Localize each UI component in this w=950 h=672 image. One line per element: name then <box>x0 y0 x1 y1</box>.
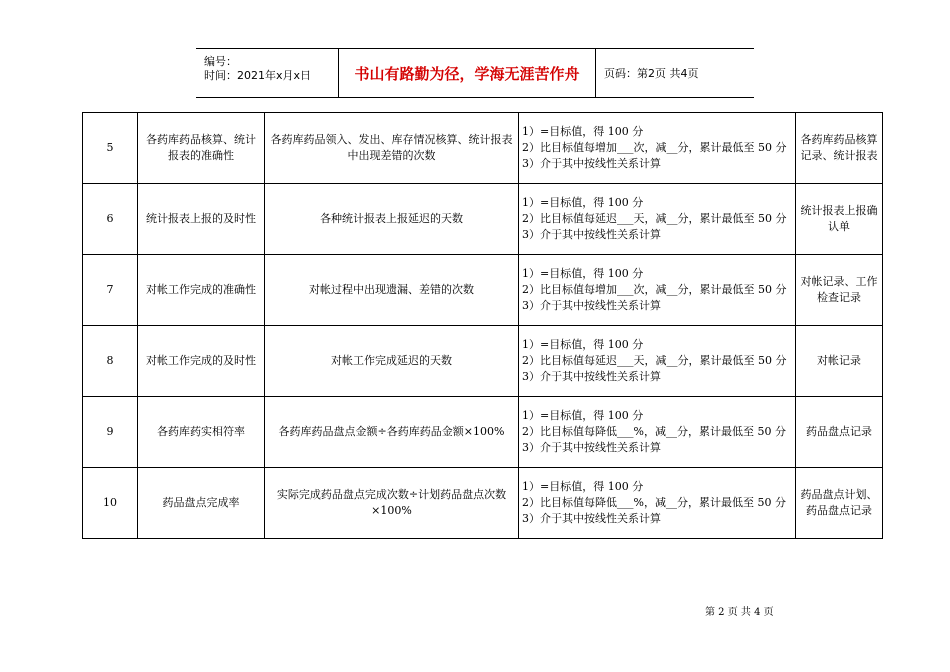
header-meta <box>196 49 339 97</box>
scoring-rules <box>519 397 796 468</box>
scoring-rule-line: 2）比目标值每降低___%，减__分，累计最低至 50 分 <box>522 496 786 509</box>
scoring-rule-line: 2）比目标值每增加___次，减__分，累计最低至 50 分 <box>522 141 787 154</box>
indicator-name: 对帐工作完成的及时性 <box>138 326 265 397</box>
scoring-rule-line: 3）介于其中按线性关系计算 <box>522 370 661 383</box>
row-number: 5 <box>83 113 138 184</box>
row-number: 7 <box>83 255 138 326</box>
indicator-definition: 对帐工作完成延迟的天数 <box>265 326 519 397</box>
row-number: 6 <box>83 184 138 255</box>
data-source: 对帐记录 <box>796 326 883 397</box>
scoring-rules <box>519 184 796 255</box>
indicator-name: 各药库药实相符率 <box>138 397 265 468</box>
indicator-definition: 实际完成药品盘点完成次数÷计划药品盘点次数×100% <box>265 468 519 539</box>
row-number: 10 <box>83 468 138 539</box>
data-source: 各药库药品核算记录、统计报表 <box>796 113 883 184</box>
scoring-rule-line: 1）=目标值，得 100 分 <box>522 480 644 493</box>
scoring-rules <box>519 468 796 539</box>
indicator-definition: 各种统计报表上报延迟的天数 <box>265 184 519 255</box>
kpi-table-body <box>83 113 883 539</box>
scoring-rules <box>519 255 796 326</box>
indicator-definition: 各药库药品领入、发出、库存情况核算、统计报表中出现差错的次数 <box>265 113 519 184</box>
header-motto: 书山有路勤为径，学海无涯苦作舟 <box>354 64 580 83</box>
indicator-name: 药品盘点完成率 <box>138 468 265 539</box>
scoring-rule-line: 2）比目标值每延迟___天，减__分，累计最低至 50 分 <box>522 354 787 367</box>
row-number: 8 <box>83 326 138 397</box>
data-source: 药品盘点记录 <box>796 397 883 468</box>
scoring-rule-line: 3）介于其中按线性关系计算 <box>522 441 661 454</box>
table-row <box>83 184 883 255</box>
scoring-rule-line: 1）=目标值，得 100 分 <box>522 338 644 351</box>
page-footer: 第 2 页 共 4 页 <box>705 607 774 618</box>
kpi-table <box>82 112 883 539</box>
scoring-rule-line: 3）介于其中按线性关系计算 <box>522 228 661 241</box>
document-number-label: 编号： <box>204 55 237 68</box>
header-page-info: 页码：第2页 共4页 <box>604 67 699 80</box>
scoring-rule-line: 1）=目标值，得 100 分 <box>522 125 644 138</box>
table-row <box>83 255 883 326</box>
scoring-rule-line: 1）=目标值，得 100 分 <box>522 267 644 280</box>
scoring-rule-line: 3）介于其中按线性关系计算 <box>522 512 661 525</box>
table-row <box>83 397 883 468</box>
scoring-rules <box>519 113 796 184</box>
scoring-rule-line: 3）介于其中按线性关系计算 <box>522 157 661 170</box>
indicator-name: 对帐工作完成的准确性 <box>138 255 265 326</box>
document-time-label: 时间：2021年x月x日 <box>204 69 312 82</box>
table-row <box>83 326 883 397</box>
indicator-name: 各药库药品核算、统计报表的准确性 <box>138 113 265 184</box>
scoring-rule-line: 3）介于其中按线性关系计算 <box>522 299 661 312</box>
scoring-rule-line: 1）=目标值，得 100 分 <box>522 196 644 209</box>
indicator-definition: 对帐过程中出现遗漏、差错的次数 <box>265 255 519 326</box>
indicator-name: 统计报表上报的及时性 <box>138 184 265 255</box>
data-source: 药品盘点计划、药品盘点记录 <box>796 468 883 539</box>
table-row <box>83 468 883 539</box>
data-source: 对帐记录、工作检查记录 <box>796 255 883 326</box>
row-number: 9 <box>83 397 138 468</box>
table-row <box>83 113 883 184</box>
scoring-rule-line: 2）比目标值每延迟___天，减__分，累计最低至 50 分 <box>522 212 787 225</box>
scoring-rule-line: 1）=目标值，得 100 分 <box>522 409 644 422</box>
scoring-rule-line: 2）比目标值每降低___%，减__分，累计最低至 50 分 <box>522 425 786 438</box>
page-header <box>196 48 754 98</box>
data-source: 统计报表上报确认单 <box>796 184 883 255</box>
scoring-rules <box>519 326 796 397</box>
header-motto-cell <box>339 49 596 97</box>
scoring-rule-line: 2）比目标值每增加___次，减__分，累计最低至 50 分 <box>522 283 787 296</box>
indicator-definition: 各药库药品盘点金额÷各药库药品金额×100% <box>265 397 519 468</box>
